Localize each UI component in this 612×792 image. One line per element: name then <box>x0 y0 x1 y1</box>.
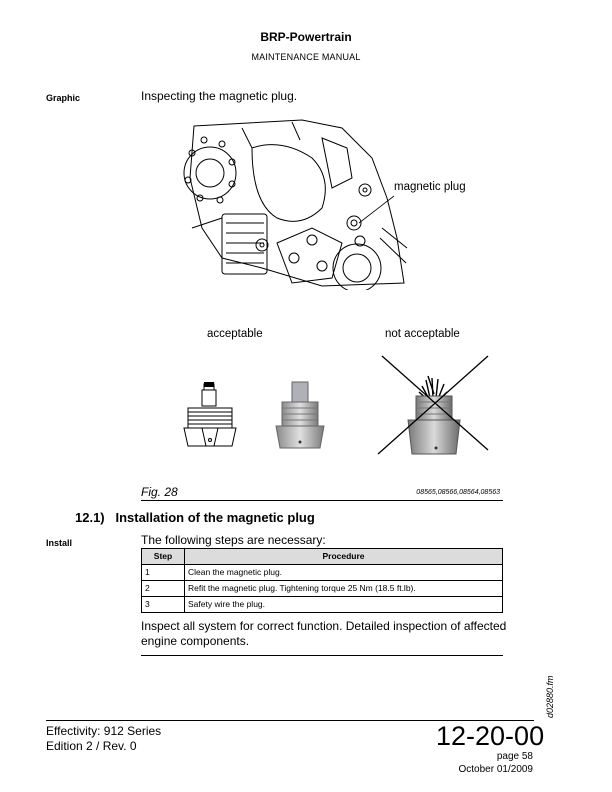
step-number: 1 <box>142 565 185 581</box>
label-not-acceptable: not acceptable <box>385 328 460 340</box>
effectivity: Effectivity: 912 Series <box>46 724 162 738</box>
figure-rule <box>141 500 503 501</box>
section-end-rule <box>141 655 503 656</box>
edition: Edition 2 / Rev. 0 <box>46 739 137 753</box>
intro-text: The following steps are necessary: <box>141 533 326 547</box>
step-procedure: Refit the magnetic plug. Tightening torque 25 Nm (18.5 ft.lb). <box>185 581 503 597</box>
steps-table <box>141 548 503 613</box>
table-row <box>142 565 503 581</box>
step-number: 2 <box>142 581 185 597</box>
step-procedure: Clean the magnetic plug. <box>185 565 503 581</box>
table-header-row <box>142 549 503 565</box>
file-id: d02880.fm <box>545 675 555 718</box>
plug-drawing-clean <box>182 380 238 456</box>
figure-references: 08565,08566,08564,08563 <box>416 489 500 496</box>
side-label-graphic: Graphic <box>46 93 81 103</box>
issue-date: October 01/2009 <box>458 764 533 775</box>
step-number: 3 <box>142 597 185 613</box>
header-title: BRP-Powertrain <box>260 30 352 44</box>
page-number: page 58 <box>496 751 533 762</box>
label-acceptable: acceptable <box>207 328 263 340</box>
header-subtitle: MAINTENANCE MANUAL <box>251 52 361 62</box>
column-header-procedure: Procedure <box>185 549 503 565</box>
inspect-text: Inspect all system for correct function. Detailed inspection of affected engine components. <box>141 619 507 648</box>
side-label-install: Install <box>46 538 73 548</box>
figure-label: Fig. 28 <box>141 485 178 499</box>
plug-photo-not-acceptable <box>372 354 492 464</box>
table-row <box>142 581 503 597</box>
callout-magnetic-plug: magnetic plug <box>394 181 466 193</box>
column-header-step: Step <box>142 549 185 565</box>
section-heading: 12.1) Installation of the magnetic plug <box>75 510 315 525</box>
plug-photo-acceptable <box>272 378 328 458</box>
graphic-caption: Inspecting the magnetic plug. <box>141 89 298 103</box>
step-procedure: Safety wire the plug. <box>185 597 503 613</box>
table-row <box>142 597 503 613</box>
document-number: 12-20-00 <box>436 721 545 751</box>
engine-illustration <box>182 118 412 290</box>
